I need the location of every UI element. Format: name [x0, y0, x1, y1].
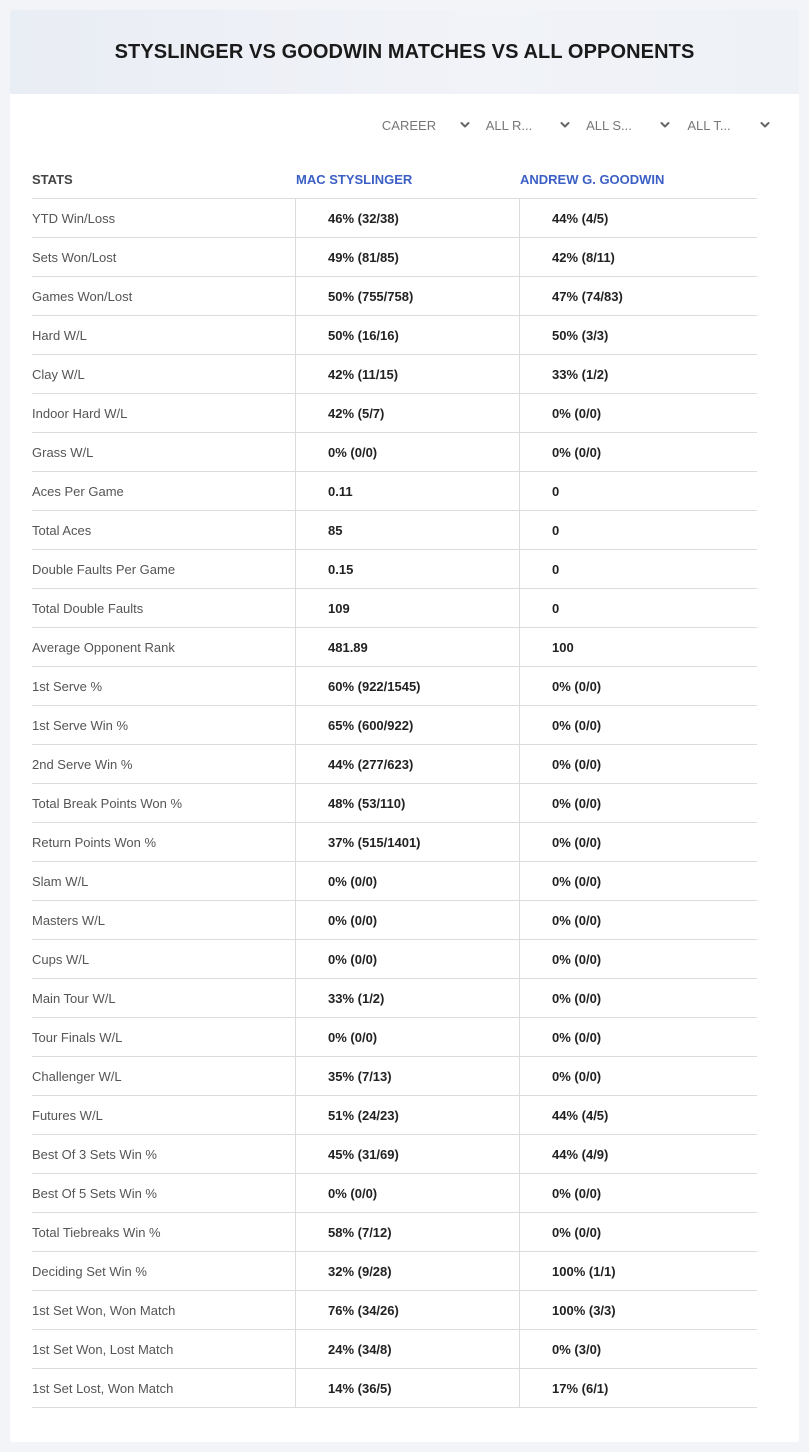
- table-row: [32, 1291, 757, 1330]
- player2-stat-value: 47% (74/83): [519, 277, 757, 315]
- table-row: [32, 511, 757, 550]
- chevron-down-icon: [560, 120, 570, 130]
- table-row: [32, 316, 757, 355]
- table-row: [32, 1213, 757, 1252]
- table-row: [32, 394, 757, 433]
- filter-bar: [374, 116, 774, 136]
- player1-stat-value: 33% (1/2): [295, 979, 519, 1017]
- player2-stat-value: 0% (0/0): [519, 433, 757, 471]
- stat-label: Games Won/Lost: [32, 288, 133, 304]
- player2-stat-value: 50% (3/3): [519, 316, 757, 354]
- table-row: [32, 277, 757, 316]
- player2-stat-value: 100% (3/3): [519, 1291, 757, 1329]
- stat-label: 1st Set Lost, Won Match: [32, 1380, 174, 1396]
- page-title: STYSLINGER VS GOODWIN MATCHES VS ALL OPPONENTS: [114, 40, 695, 63]
- table-row: [32, 901, 757, 940]
- table-row: [32, 433, 757, 472]
- stat-label: Masters W/L: [32, 912, 105, 928]
- player1-stat-value: 76% (34/26): [295, 1291, 519, 1329]
- stat-label: 1st Set Won, Lost Match: [32, 1341, 174, 1357]
- table-row: [32, 472, 757, 511]
- stat-label: Hard W/L: [32, 327, 87, 343]
- stat-label: Double Faults Per Game: [32, 561, 176, 577]
- player1-stat-value: 45% (31/69): [295, 1135, 519, 1173]
- player1-stat-value: 85: [295, 511, 519, 549]
- player1-stat-value: 0.15: [295, 550, 519, 588]
- player2-stat-value: 0% (0/0): [519, 706, 757, 744]
- player2-stat-value: 0% (0/0): [519, 784, 757, 822]
- stat-label: Grass W/L: [32, 444, 94, 460]
- filter-surface-label: ALL S...: [586, 118, 632, 133]
- table-row: [32, 238, 757, 277]
- stat-label: Sets Won/Lost: [32, 249, 117, 265]
- player1-stat-value: 109: [295, 589, 519, 627]
- stat-label: Return Points Won %: [32, 834, 157, 850]
- stat-label: Main Tour W/L: [32, 990, 116, 1006]
- stat-label: Average Opponent Rank: [32, 639, 175, 655]
- stat-label: Cups W/L: [32, 951, 90, 967]
- player2-stat-value: 33% (1/2): [519, 355, 757, 393]
- stat-label: 1st Serve Win %: [32, 717, 129, 733]
- table-row: [32, 589, 757, 628]
- stat-label: 1st Serve %: [32, 678, 103, 694]
- player2-stat-value: 0: [519, 550, 757, 588]
- table-row: [32, 1330, 757, 1369]
- table-row: [32, 1174, 757, 1213]
- player1-stat-value: 65% (600/922): [295, 706, 519, 744]
- chevron-down-icon: [660, 120, 670, 130]
- player1-stat-value: 32% (9/28): [295, 1252, 519, 1290]
- stat-label: 1st Set Won, Won Match: [32, 1302, 176, 1318]
- table-row: [32, 862, 757, 901]
- table-header: [32, 160, 757, 198]
- player1-stat-value: 42% (5/7): [295, 394, 519, 432]
- stat-label: Total Double Faults: [32, 600, 144, 616]
- table-row: [32, 1252, 757, 1291]
- table-row: [32, 1135, 757, 1174]
- table-row: [32, 667, 757, 706]
- player1-stat-value: 46% (32/38): [295, 199, 519, 237]
- player2-stat-value: 0% (0/0): [519, 862, 757, 900]
- player1-stat-value: 58% (7/12): [295, 1213, 519, 1251]
- stat-label: Clay W/L: [32, 366, 85, 382]
- filter-surface-select[interactable]: [574, 116, 674, 136]
- stat-label: Slam W/L: [32, 873, 89, 889]
- player2-stat-value: 0% (3/0): [519, 1330, 757, 1368]
- player1-stat-value: 481.89: [295, 628, 519, 666]
- filter-round-label: ALL R...: [485, 118, 533, 133]
- player2-stat-value: 100: [519, 628, 757, 666]
- stat-label: Deciding Set Win %: [32, 1263, 147, 1279]
- player2-stat-value: 0% (0/0): [519, 745, 757, 783]
- player2-stat-value: 44% (4/5): [519, 199, 757, 237]
- player1-stat-value: 24% (34/8): [295, 1330, 519, 1368]
- player2-stat-value: 44% (4/5): [519, 1096, 757, 1134]
- player2-stat-value: 100% (1/1): [519, 1252, 757, 1290]
- player1-stat-value: 50% (755/758): [295, 277, 519, 315]
- stat-label: Total Aces: [32, 522, 92, 538]
- column-header-player1[interactable]: MAC STYSLINGER: [296, 171, 413, 187]
- table-row: [32, 706, 757, 745]
- player1-stat-value: 0% (0/0): [295, 901, 519, 939]
- player2-stat-value: 0% (0/0): [519, 1057, 757, 1095]
- filter-period-select[interactable]: [374, 116, 474, 136]
- stat-label: 2nd Serve Win %: [32, 756, 133, 772]
- stat-label: Best Of 5 Sets Win %: [32, 1185, 157, 1201]
- player1-stat-value: 0% (0/0): [295, 433, 519, 471]
- table-row: [32, 745, 757, 784]
- table-row: [32, 1096, 757, 1135]
- chevron-down-icon: [760, 120, 770, 130]
- player1-stat-value: 14% (36/5): [295, 1369, 519, 1407]
- column-header-stats: STATS: [32, 171, 73, 187]
- player2-stat-value: 0% (0/0): [519, 1018, 757, 1056]
- card-header: [10, 10, 799, 94]
- table-row: [32, 1057, 757, 1096]
- table-row: [32, 550, 757, 589]
- stat-label: YTD Win/Loss: [32, 210, 116, 226]
- table-row: [32, 979, 757, 1018]
- filter-period-label: CAREER: [381, 118, 437, 133]
- player1-stat-value: 0% (0/0): [295, 1174, 519, 1212]
- player2-stat-value: 0% (0/0): [519, 901, 757, 939]
- player1-stat-value: 42% (11/15): [295, 355, 519, 393]
- table-body: [32, 198, 757, 1408]
- player1-stat-value: 0.11: [295, 472, 519, 510]
- player1-stat-value: 51% (24/23): [295, 1096, 519, 1134]
- table-row: [32, 628, 757, 667]
- player1-stat-value: 44% (277/623): [295, 745, 519, 783]
- chevron-down-icon: [460, 120, 470, 130]
- player2-stat-value: 17% (6/1): [519, 1369, 757, 1407]
- player1-stat-value: 35% (7/13): [295, 1057, 519, 1095]
- player2-stat-value: 0: [519, 589, 757, 627]
- stat-label: Indoor Hard W/L: [32, 405, 128, 421]
- player2-stat-value: 0% (0/0): [519, 823, 757, 861]
- player1-stat-value: 60% (922/1545): [295, 667, 519, 705]
- stat-label: Aces Per Game: [32, 483, 124, 499]
- table-row: [32, 940, 757, 979]
- player2-stat-value: 42% (8/11): [519, 238, 757, 276]
- table-row: [32, 355, 757, 394]
- player1-stat-value: 49% (81/85): [295, 238, 519, 276]
- stat-label: Challenger W/L: [32, 1068, 122, 1084]
- filter-tournament-label: ALL T...: [687, 118, 731, 133]
- stat-label: Tour Finals W/L: [32, 1029, 123, 1045]
- filter-round-select[interactable]: [474, 116, 574, 136]
- player2-stat-value: 0% (0/0): [519, 667, 757, 705]
- player2-stat-value: 0: [519, 511, 757, 549]
- table-row: [32, 784, 757, 823]
- stats-table: [32, 160, 757, 1408]
- player1-stat-value: 0% (0/0): [295, 862, 519, 900]
- stat-label: Futures W/L: [32, 1107, 103, 1123]
- filter-tournament-select[interactable]: [674, 116, 774, 136]
- table-row: [32, 199, 757, 238]
- player2-stat-value: 0% (0/0): [519, 940, 757, 978]
- player2-stat-value: 0% (0/0): [519, 394, 757, 432]
- table-row: [32, 823, 757, 862]
- player2-stat-value: 0% (0/0): [519, 979, 757, 1017]
- player1-stat-value: 48% (53/110): [295, 784, 519, 822]
- player2-stat-value: 0: [519, 472, 757, 510]
- player1-stat-value: 37% (515/1401): [295, 823, 519, 861]
- player1-stat-value: 0% (0/0): [295, 1018, 519, 1056]
- player1-stat-value: 0% (0/0): [295, 940, 519, 978]
- player2-stat-value: 0% (0/0): [519, 1213, 757, 1251]
- player2-stat-value: 0% (0/0): [519, 1174, 757, 1212]
- stat-label: Total Tiebreaks Win %: [32, 1224, 161, 1240]
- table-row: [32, 1018, 757, 1057]
- player1-stat-value: 50% (16/16): [295, 316, 519, 354]
- stat-label: Total Break Points Won %: [32, 795, 183, 811]
- column-header-player2[interactable]: ANDREW G. GOODWIN: [520, 171, 665, 187]
- player2-stat-value: 44% (4/9): [519, 1135, 757, 1173]
- table-row: [32, 1369, 757, 1408]
- stat-label: Best Of 3 Sets Win %: [32, 1146, 157, 1162]
